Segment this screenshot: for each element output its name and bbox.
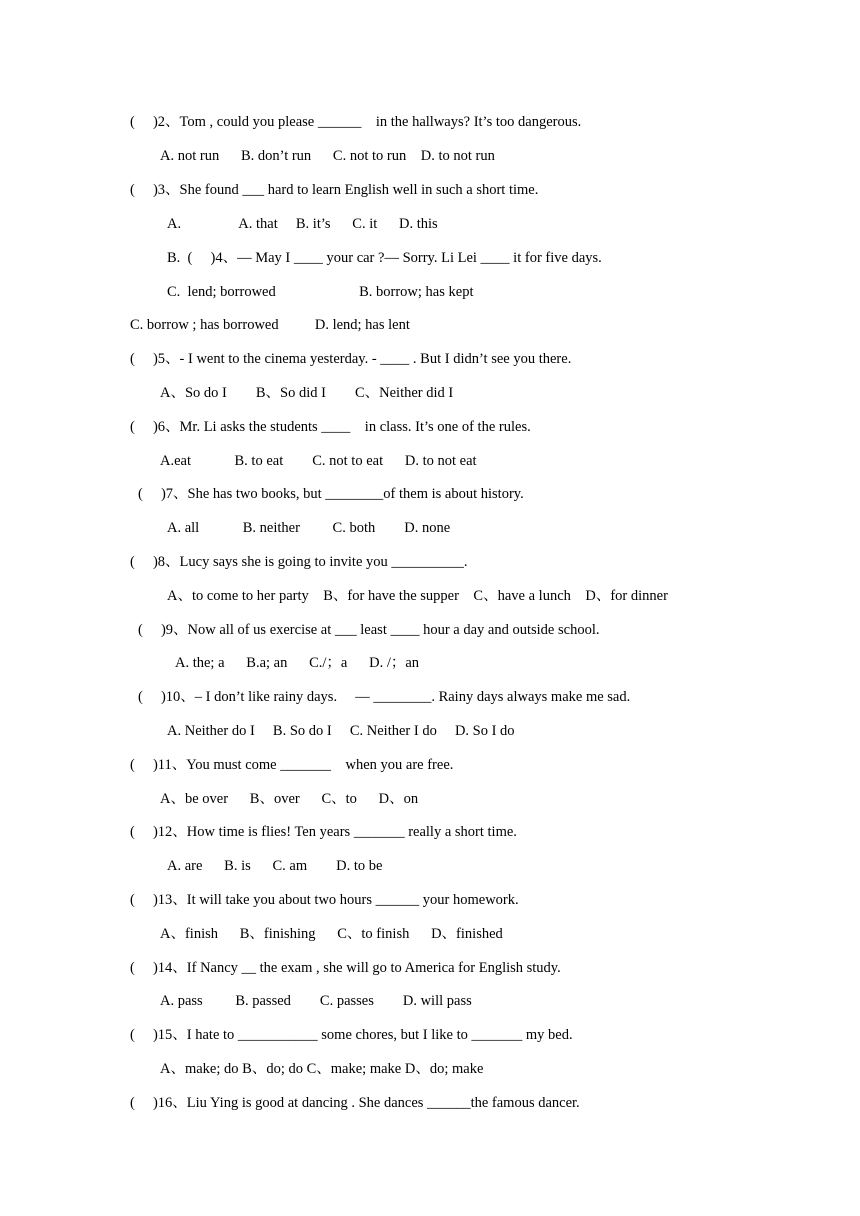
question-10: ( )10、– I don’t like rainy days. — ________. Rainy days always make me sad. xyxy=(138,689,631,705)
question-16: ( )16、Liu Ying is good at dancing . She dances ______the famous dancer. xyxy=(130,1095,580,1111)
question-12-options: A. are B. is C. am D. to be xyxy=(167,858,383,874)
question-6-options: A.eat B. to eat C. not to eat D. to not eat xyxy=(160,453,477,469)
question-9: ( )9、Now all of us exercise at ___ least ____ hour a day and outside school. xyxy=(138,622,600,638)
question-5: ( )5、- I went to the cinema yesterday. - ____ . But I didn’t see you there. xyxy=(130,351,572,367)
question-4-options-b: C. borrow ; has borrowed D. lend; has lent xyxy=(130,317,410,333)
question-4: B. ( )4、— May I ____ your car ?— Sorry. Li Lei ____ it for five days. xyxy=(167,250,602,266)
question-12: ( )12、How time is flies! Ten years _______ really a short time. xyxy=(130,824,517,840)
question-5-options: A、So do I B、So did I C、Neither did I xyxy=(160,385,454,401)
question-10-options: A. Neither do I B. So do I C. Neither I do D. So I do xyxy=(167,723,515,739)
question-13-options: A、finish B、finishing C、to finish D、finished xyxy=(160,926,503,942)
question-8: ( )8、Lucy says she is going to invite you __________. xyxy=(130,554,468,570)
question-3-options: A. A. that B. it’s C. it D. this xyxy=(167,216,438,232)
question-2: ( )2、Tom , could you please ______ in the hallways? It’s too dangerous. xyxy=(130,114,582,130)
question-14-options: A. pass B. passed C. passes D. will pass xyxy=(160,993,472,1009)
question-8-options: A、to come to her party B、for have the supper C、have a lunch D、for dinner xyxy=(167,588,668,604)
question-7-options: A. all B. neither C. both D. none xyxy=(167,520,451,536)
question-11-options: A、be over B、over C、to D、on xyxy=(160,791,419,807)
question-7: ( )7、She has two books, but ________of them is about history. xyxy=(138,486,524,502)
question-4-options-a: C. lend; borrowed B. borrow; has kept xyxy=(167,284,474,300)
question-6: ( )6、Mr. Li asks the students ____ in class. It’s one of the rules. xyxy=(130,419,531,435)
question-15: ( )15、I hate to ___________ some chores, but I like to _______ my bed. xyxy=(130,1027,573,1043)
question-2-options: A. not run B. don’t run C. not to run D. to not run xyxy=(160,148,495,164)
question-11: ( )11、You must come _______ when you are free. xyxy=(130,757,454,773)
question-9-options: A. the; a B.a; an C./；a D. /；an xyxy=(175,655,420,671)
question-14: ( )14、If Nancy __ the exam , she will go to America for English study. xyxy=(130,960,561,976)
question-3: ( )3、She found ___ hard to learn English well in such a short time. xyxy=(130,182,539,198)
question-15-options: A、make; do B、do; do C、make; make D、do; make xyxy=(160,1061,484,1077)
question-13: ( )13、It will take you about two hours ______ your homework. xyxy=(130,892,519,908)
